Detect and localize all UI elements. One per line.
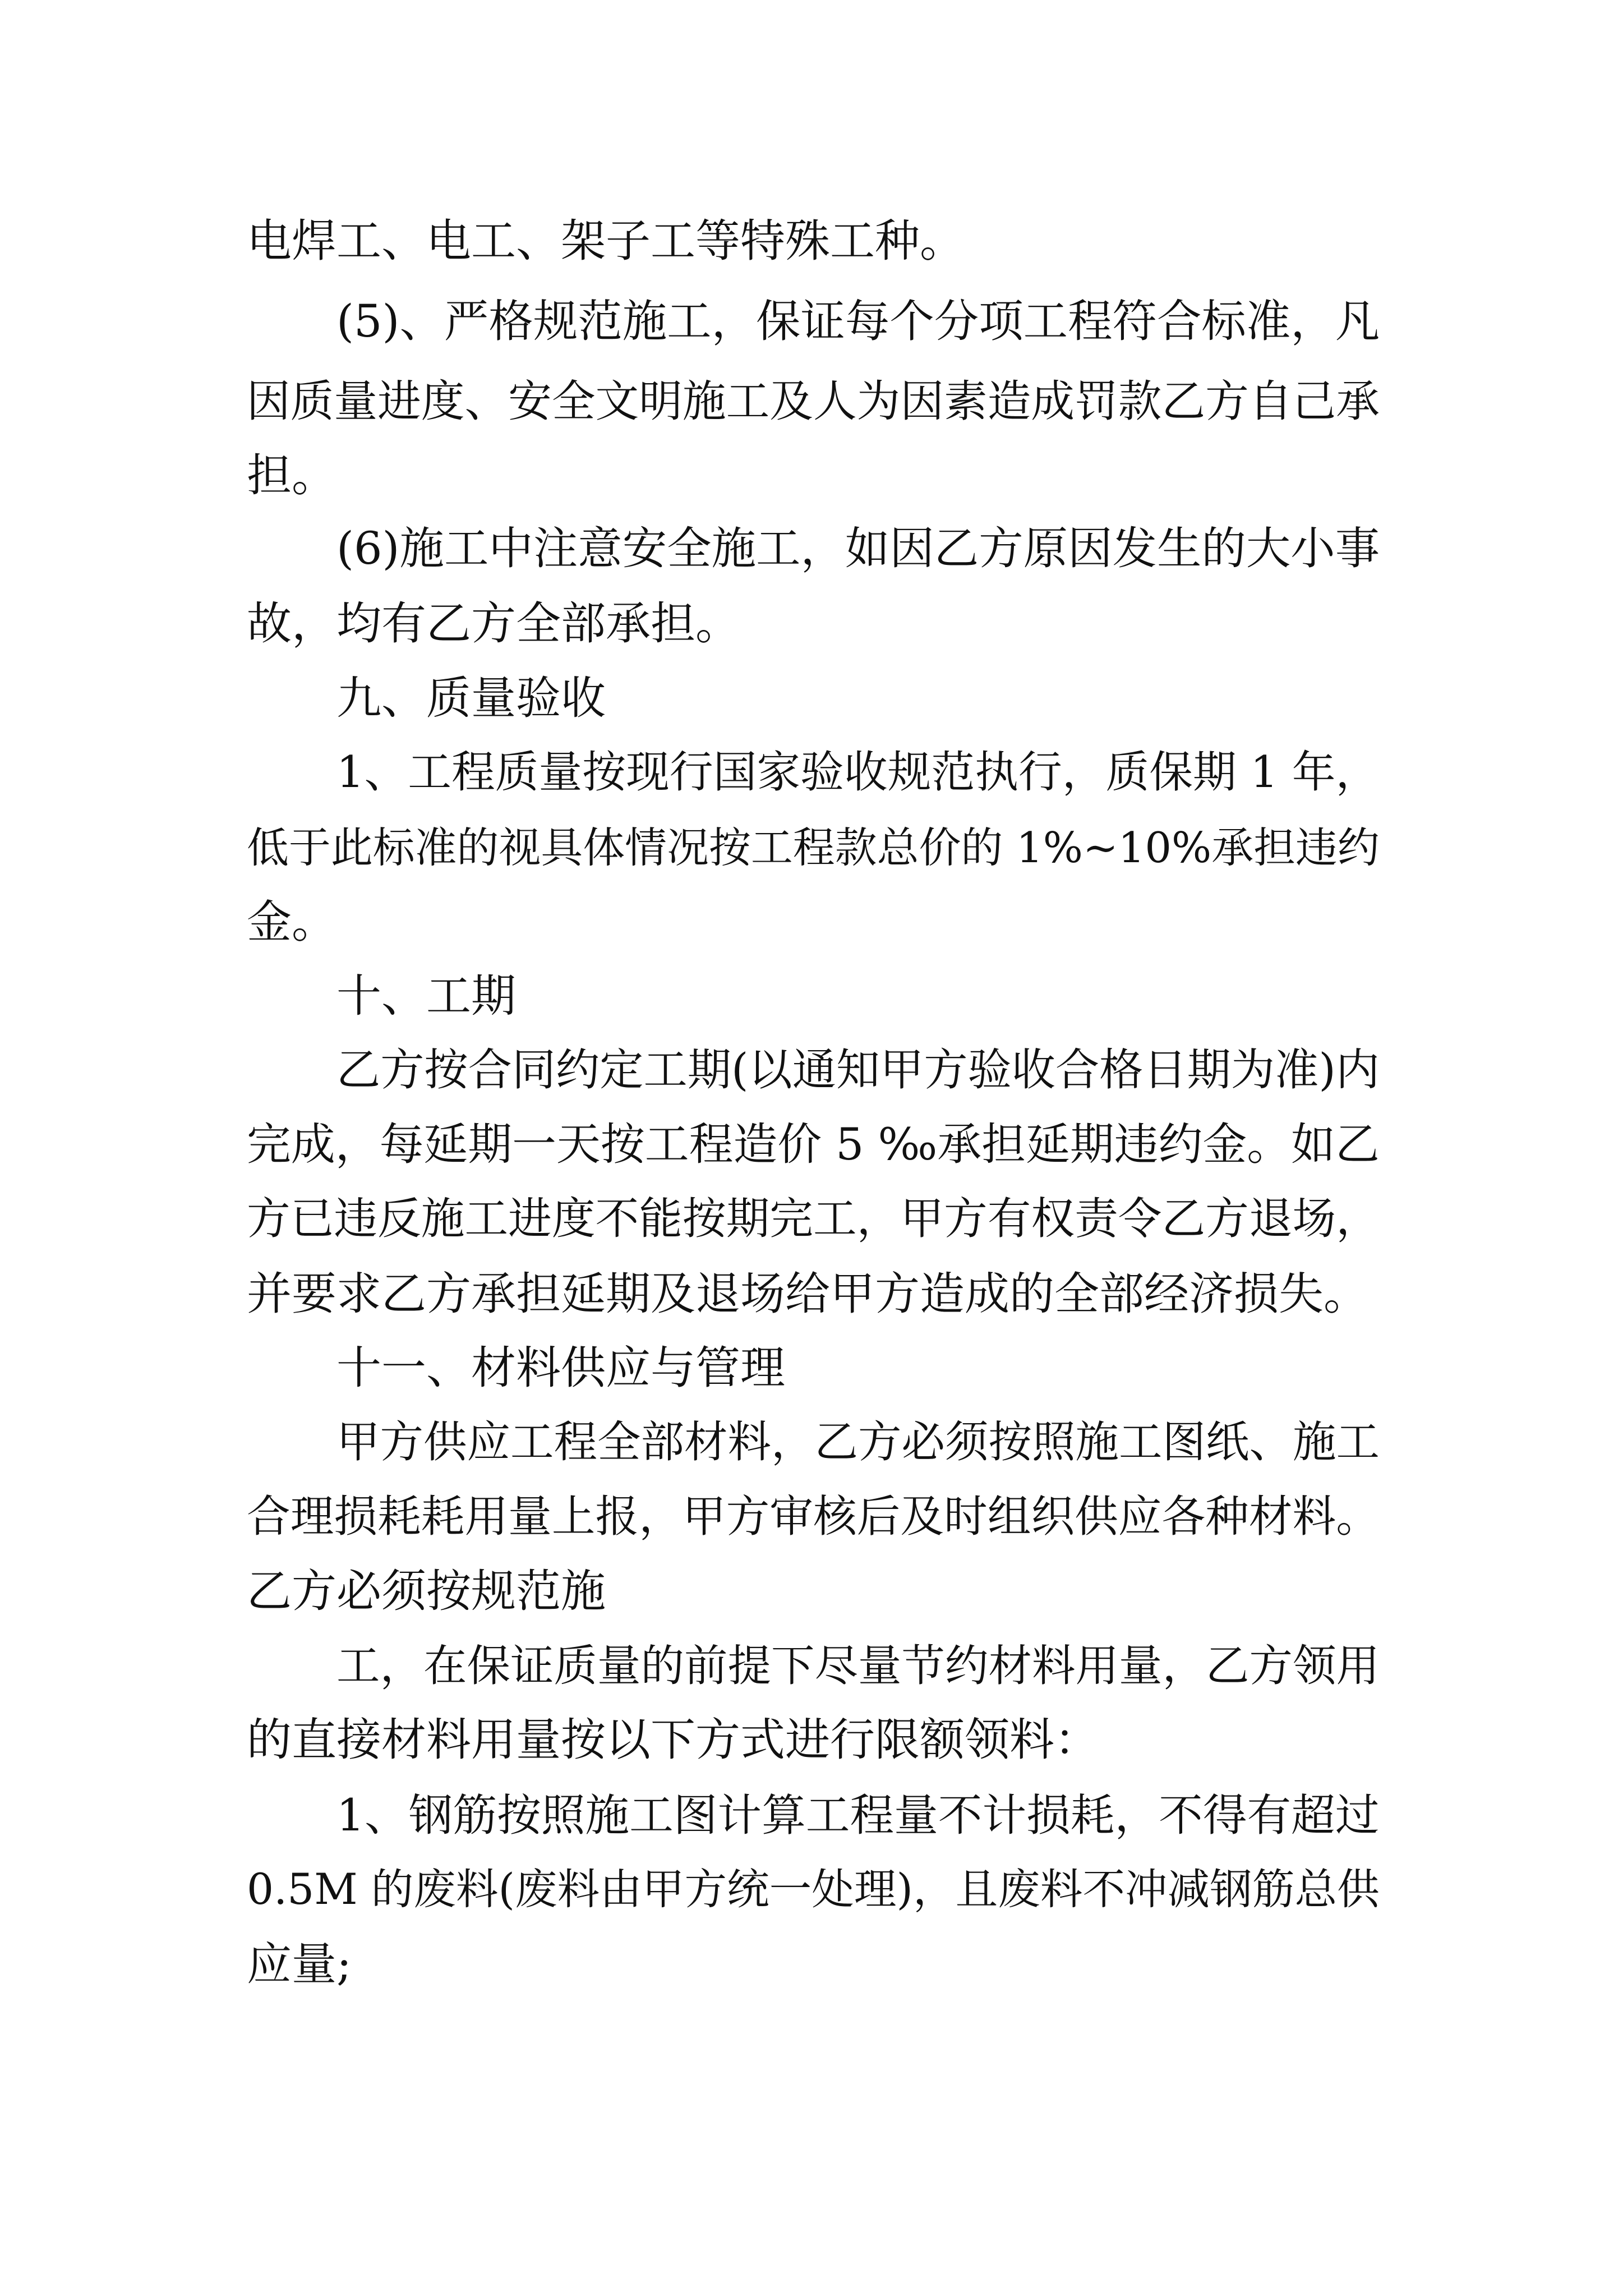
text-line: 0.5M 的废料(废料由甲方统一处理)，且废料不冲减钢筋总供: [247, 1865, 1380, 1914]
text-line: 方已违反施工进度不能按期完工，甲方有权责令乙方退场，: [247, 1194, 1380, 1244]
text-line: 担。: [247, 449, 336, 501]
section-heading: 九、质量验收: [336, 672, 606, 724]
text-line: 乙方按合同约定工期(以通知甲方验收合格日期为准)内: [336, 1045, 1380, 1096]
text-line: 金。: [247, 896, 336, 948]
text-line: 并要求乙方承担延期及退场给甲方造成的全部经济损失。: [247, 1268, 1368, 1320]
text-line: 1、工程质量按现行国家验收规范执行，质保期 1 年，: [336, 747, 1380, 798]
section-heading: 十一、材料供应与管理: [336, 1342, 785, 1394]
text-line: (5)、严格规范施工，保证每个分项工程符合标准，凡: [336, 295, 1380, 347]
section-heading: 十、工期: [336, 970, 516, 1022]
text-line: 故，均有乙方全部承担。: [247, 597, 740, 650]
text-line: (6)施工中注意安全施工，如因乙方原因发生的大小事: [336, 522, 1380, 574]
text-line: 乙方必须按规范施: [247, 1565, 606, 1617]
text-line: 低于此标准的视具体情况按工程款总价的 1%~10%承担违约: [247, 823, 1380, 872]
text-line: 应量;: [247, 1938, 352, 1990]
text-line: 甲方供应工程全部材料，乙方必须按照施工图纸、施工: [336, 1417, 1380, 1467]
text-line: 电焊工、电工、架子工等特殊工种。: [247, 215, 965, 267]
text-line: 完成，每延期一天按工程造价 5 ‰承担延期违约金。如乙: [247, 1119, 1380, 1170]
text-line: 合理损耗耗用量上报，甲方审核后及时组织供应各种材料。: [247, 1492, 1380, 1542]
text-line: 工，在保证质量的前提下尽量节约材料用量，乙方领用: [336, 1641, 1380, 1691]
text-line: 1、钢筋按照施工图计算工程量不计损耗，不得有超过: [336, 1789, 1380, 1841]
text-line: 的直接材料用量按以下方式进行限额领料：: [247, 1714, 1099, 1766]
text-line: 因质量进度、安全文明施工及人为因素造成罚款乙方自己承: [247, 376, 1380, 427]
